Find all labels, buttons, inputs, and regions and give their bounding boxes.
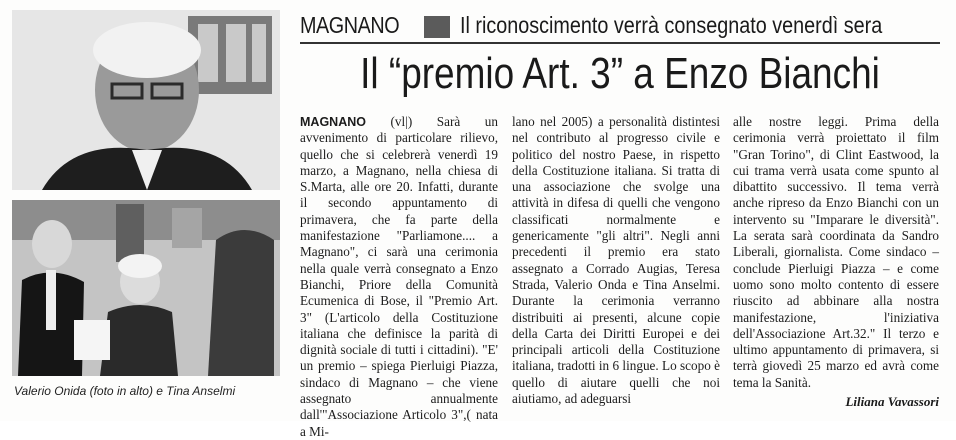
article-column-1 <box>300 114 498 439</box>
photo-onida-anselmi <box>12 200 280 376</box>
kicker-square <box>424 16 450 38</box>
header-rule <box>300 42 940 44</box>
portrait-image <box>12 10 280 190</box>
group-photo-image <box>12 200 280 376</box>
dateline: MAGNANO <box>300 115 366 129</box>
headline: Il “premio Art. 3” a Enzo Bianchi <box>360 49 880 98</box>
kicker-place: MAGNANO <box>300 12 400 38</box>
column-2-text: lano nel 2005) a personalità distintesi nel contributo al progresso civile e politico del nostro Paese, in rispetto della Costituzione italiana. Si tratta di una associazione che svolge una attività in difesa di quelli che vengono classificati normalmente e genericamente "gli altri". Negli anni precedenti il premio era stato assegnato a Corrado Augias, Teresa Strada, Valerio Onda e Tina Anselmi. Durante la cerimonia verranno distribuiti ai presenti, alcune copie della Carta dei Diritti Europei e dei principali articoli della Costituzione italiana, tradotti in 6 lingue. Lo scopo è quello di aiutare quelli che noi aiutiamo, ad adeguarsi <box>512 114 720 407</box>
dateline-suffix: (vl|) <box>365 114 437 129</box>
paragraph-1 <box>300 114 498 440</box>
byline: Liliana Vavassori <box>845 394 939 409</box>
article-column-3 <box>733 114 939 404</box>
column-1-text: Sarà un avvenimento di particolare rilievo, quello che si celebrerà venerdì 19 marzo, a Magnano, nella chiesa di S.Marta, alle ore 20. Infatti, durante il secondo appuntamento di primavera, che fa parte della manifestazione "Parliamone.... a Magnano", ci sarà una cerimonia nella quale verrà consegnato a Enzo Bianchi, Priore della Comunità Ecumenica di Bose, il "Premio Art. 3" (L'articolo della Costituzione italiana che definisce la parità di dignità sociale di tutti i cittadini). "E' un premio – spiega Pierluigi Piazza, sindaco di Magnano – che viene assegnato annualmente dall'"Associazione Articolo 3",( nata a Mi- <box>300 114 498 439</box>
photo-caption: Valerio Onida (foto in alto) e Tina Anselmi <box>14 384 236 398</box>
kicker-row <box>300 12 940 42</box>
photo-enzo-bianchi <box>12 10 280 190</box>
article-column-2 <box>512 114 720 407</box>
column-3-text: alle nostre leggi. Prima della cerimonia verrà proiettato il film "Gran Torino", di Clint Eastwood, la cui trama verrà usata come spunto al dibattito successivo. Il tema verrà anche ripreso da Enzo Bianchi con un intervento su "Imparare le diversità". La serata sarà coordinata da Sandro Liberali, giornalista. Come sindaco – conclude Pierluigi Piazza – e come uomo sono molto contento di essere riuscito ad abbinare alla nostra manifestazione, l'iniziativa dell'Associazione Art.32." Il terzo e ultimo appuntamento di primavera, si terrà giovedì 25 marzo ed avrà come tema la Sanità. <box>733 114 939 390</box>
kicker-text: Il riconoscimento verrà consegnato venerdì sera <box>460 12 883 38</box>
